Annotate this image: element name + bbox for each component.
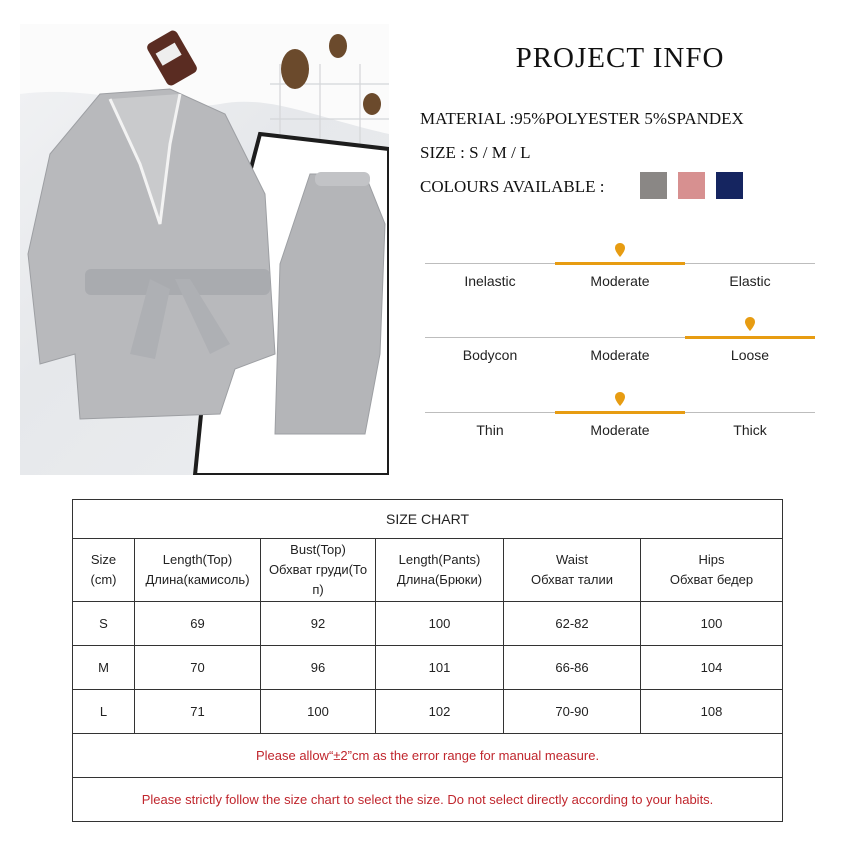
- location-pin-icon: [615, 243, 625, 257]
- table-row: [73, 646, 783, 690]
- product-photo: [20, 24, 389, 475]
- scale-highlight-elasticity: [555, 262, 685, 265]
- size-advice-note: Please strictly follow the size chart to select the size. Do not select directly according to your habits.: [73, 778, 783, 822]
- scale-label-thickness: Thin: [476, 422, 504, 438]
- project-info-title: PROJECT INFO: [515, 42, 725, 74]
- header-waist: Waist Обхват талии: [504, 539, 641, 602]
- size-text: SIZE : S / M / L: [420, 143, 531, 162]
- cell: 66-86: [504, 646, 641, 690]
- scale-highlight-fit: [685, 336, 815, 339]
- cell: 101: [376, 646, 504, 690]
- size-chart-title: SIZE CHART: [73, 500, 783, 539]
- scale-label-fit: Loose: [730, 347, 770, 363]
- cell: L: [73, 690, 135, 734]
- colour-swatch-pink: [678, 172, 705, 199]
- cell: 62-82: [504, 602, 641, 646]
- table-row: [73, 602, 783, 646]
- cell: M: [73, 646, 135, 690]
- cell: 102: [376, 690, 504, 734]
- header-hips: Hips Обхват бедер: [641, 539, 783, 602]
- location-pin-icon: [615, 392, 625, 406]
- cell: S: [73, 602, 135, 646]
- material-text: MATERIAL :95%POLYESTER 5%SPANDEX: [420, 109, 744, 128]
- colour-swatch-grey: [640, 172, 667, 199]
- size-chart-table: [72, 499, 783, 822]
- cell: 70-90: [504, 690, 641, 734]
- cell: 100: [261, 690, 376, 734]
- error-range-note: Please allow“±2”cm as the error range for manual measure.: [73, 734, 783, 778]
- table-row: [73, 690, 783, 734]
- colours-label: COLOURS AVAILABLE :: [420, 177, 605, 196]
- cell: 96: [261, 646, 376, 690]
- scale-label-elasticity: Elastic: [729, 273, 771, 289]
- scale-label-elasticity: Moderate: [590, 273, 650, 289]
- cell: 100: [376, 602, 504, 646]
- colour-swatch-navy: [716, 172, 743, 199]
- scale-label-thickness: Moderate: [590, 422, 650, 438]
- cell: 70: [135, 646, 261, 690]
- header-size: Size (cm): [73, 539, 135, 602]
- cell: 104: [641, 646, 783, 690]
- cell: 108: [641, 690, 783, 734]
- scale-label-elasticity: Inelastic: [464, 273, 516, 289]
- header-row: [73, 539, 783, 602]
- cell: 69: [135, 602, 261, 646]
- header-length-top: Length(Top) Длина(камисоль): [135, 539, 261, 602]
- scale-label-fit: Bodycon: [462, 347, 518, 363]
- scale-label-fit: Moderate: [590, 347, 650, 363]
- cell: 92: [261, 602, 376, 646]
- scale-label-thickness: Thick: [733, 422, 767, 438]
- cell: 71: [135, 690, 261, 734]
- location-pin-icon: [745, 317, 755, 331]
- header-bust-top: Bust(Top) Обхват груди(То п): [261, 539, 376, 602]
- pajama-set-illustration: [20, 24, 389, 475]
- cell: 100: [641, 602, 783, 646]
- scale-highlight-thickness: [555, 411, 685, 414]
- header-length-pants: Length(Pants) Длина(Брюки): [376, 539, 504, 602]
